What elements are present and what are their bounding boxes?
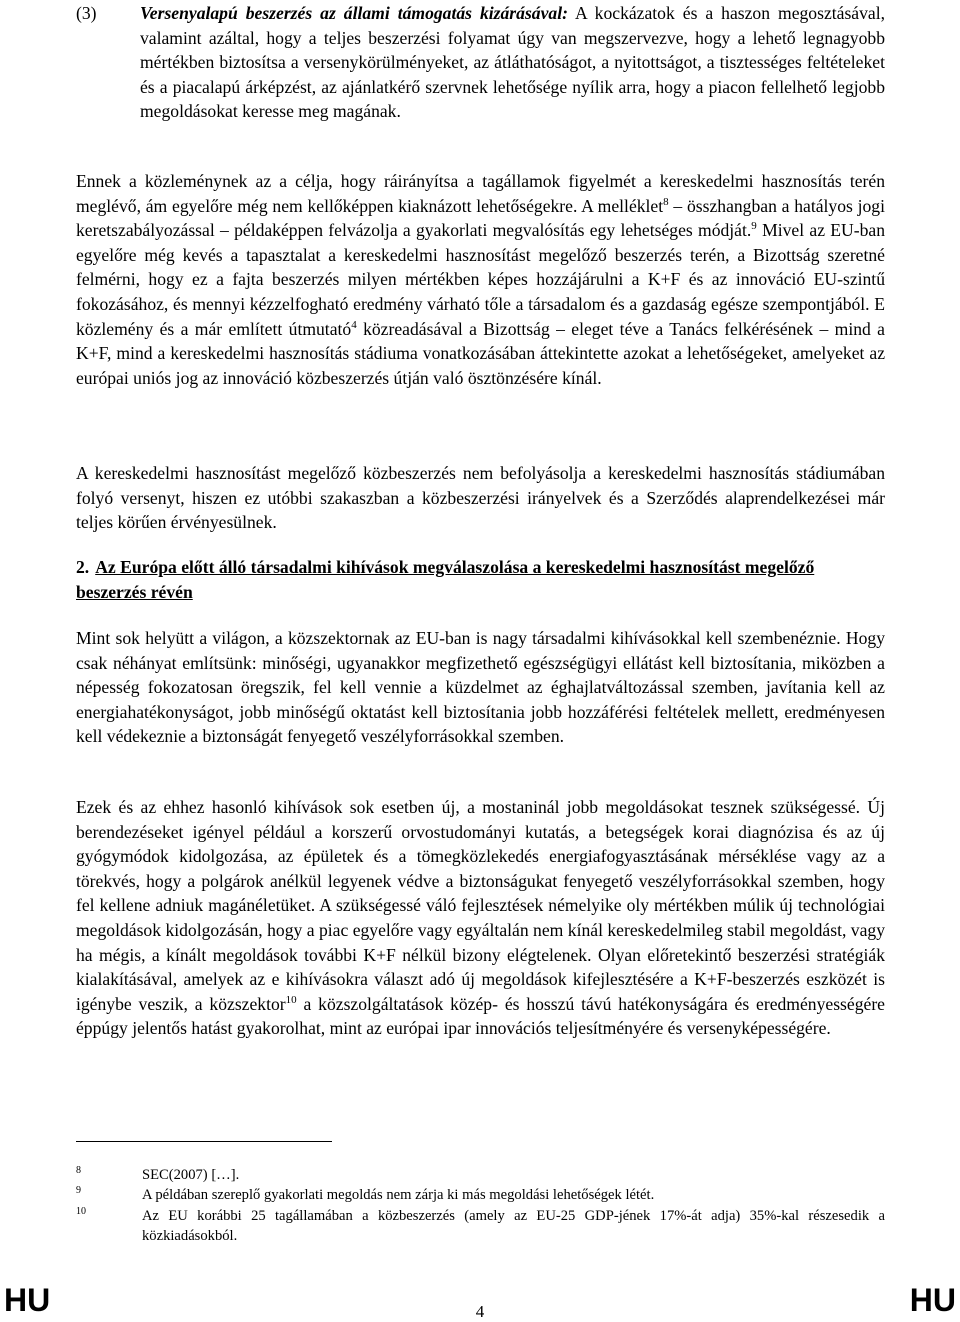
language-code-left: HU <box>4 1282 51 1318</box>
paragraph-competition: A kereskedelmi hasznosítást megelőző közbeszerzés nem befolyásolja a kereskedelmi hasznosítás stádiumában folyó versenyt, hiszen ez utóbbi szakaszban a közbeszerzési irányelvek és a Szerződés alaprendelkezései már teljes körűen érvényesülnek. <box>76 463 885 533</box>
footnote-number: 8 <box>76 1165 81 1176</box>
paragraph-purpose <box>76 169 885 390</box>
paragraph-text: Ennek a közleménynek az a célja, hogy ráirányítsa a tagállamok figyelmét a kereskedelmi hasznosítás terén meglévő, ám egyelőre még nem kellőképpen kiaknázott lehetőségekre. A melléklet <box>76 171 885 216</box>
footnote-text: Az EU korábbi 25 tagállamában a közbeszerzés (amely az EU-25 GDP-jének 17%-át adja) 35%-kal részesedik a közkiadásokból. <box>142 1208 885 1244</box>
footnote-number: 10 <box>76 1206 86 1217</box>
item-body <box>140 1 885 124</box>
footnote-ref-8[interactable]: 8 <box>663 195 669 208</box>
paragraph-text: Mivel az EU-ban egyelőre még kevés a tapasztalat a kereskedelmi hasznosítást megelőző beszerzés terén, a Bizottság szeretné felmérni, hogy ez a fajta beszerzés milyen mértékben képes hozzájárulni a K+F és az innováció EU-szintű fokozásához, és mennyi kézzelfogható eredmény várható tőle a társadalom és a gazdaság egésze szempontjából. E közlemény és a már említett útmutató <box>76 220 886 339</box>
paragraph-text: a közszolgáltatások közép- és hosszú távú hatékonyságára és eredményességére éppúgy jelentős hatást gyakorolhat, mint az európai ipar innovációs teljesítményére és versenyképességére. <box>76 993 885 1039</box>
paragraph-text: közreadásával a Bizottság – eleget téve a Tanács felkérésének – mind a K+F, mind a kereskedelmi hasznosítás stádiuma vonatkozásában áttekintette azokat a lehetőségeket, amelyeket az európai uniós jog az innováció közbeszerzés útján való ösztönzésére kínál. <box>76 318 885 388</box>
section-title: Az Európa előtt álló társadalmi kihívások megválaszolása a kereskedelmi hasznosítást megelőző beszerzés révén <box>76 557 815 602</box>
footnote-ref-10[interactable]: 10 <box>285 993 297 1006</box>
paragraph-solutions <box>76 795 885 1041</box>
item-number: (3) <box>76 3 97 23</box>
footnote-separator <box>76 1141 332 1142</box>
item-lead: Versenyalapú beszerzés az állami támogatás kizárásával: <box>140 3 568 23</box>
item-text: A kockázatok és a haszon megosztásával, valamint azáltal, hogy a teljes beszerzési folyamat úgy van megszervezve, hogy a lehető legnagyobb mértékben biztosítsa a versenykörülményeket, az átláthatóságot, a nyitottságot, a tisztességes feltételeket és a piacalapú árképzést, az ajánlatkérő szervnek lehetősége nyílik arra, hogy a piacon fellelhető legjobb megoldásokat keresse meg magának. <box>140 3 885 122</box>
footnote-number: 9 <box>76 1185 81 1196</box>
section-heading <box>76 555 885 604</box>
section-number: 2. <box>76 557 90 577</box>
paragraph-challenges: Mint sok helyütt a világon, a közszektornak az EU-ban is nagy társadalmi kihívásokkal kell szembenéznie. Hogy csak néhányat említsünk: minőségi, ugyanakkor megfizethető egészségügyi ellátást kell biztosítania, miközben a népesség fokozatosan öregszik, fel kell vennie a küzdelmet az éghajlatváltozással szemben, javítania kell az energiahatékonyságot, jobb minőségű oktatást kell biztosítania jobb hozzáférési feltételek mellett, eredményesen kell védekeznie a biztonságát fenyegető veszélyforrásokkal szemben. <box>76 628 885 747</box>
page-number: 4 <box>475 1302 485 1321</box>
footnote-text: A példában szereplő gyakorlati megoldás nem zárja ki más megoldási lehetőségek létét. <box>142 1187 655 1203</box>
paragraph-text: – összhangban a hatályos jogi keretszabályozással – példaképpen felvázolja a gyakorlati megvalósítás egy lehetséges módját. <box>76 195 885 241</box>
paragraph-text: Ezek és az ehhez hasonló kihívások sok esetben új, a mostaninál jobb megoldásokat tesznek szükségessé. Új berendezéseket igényel például a korszerű orvostudományi kutatás, a betegségek korai diagnózisa és az új gyógymódok kidolgozása, az épületek és a tömegközlekedés energiafogyasztásának mérséklése vagy az a törekvés, hogy a polgárok anélkül legyenek védve a biztonságukat fenyegető veszélyforrásokkal szemben, hogy fel kellene adniuk magánéletüket. A szükségessé váló fejlesztések némelyike oly mértékben múlik új technológiai megoldások kidolgozásán, hogy a piac egyelőre vagy egyáltalán nem kínál kereskedelmileg stabil megoldást, vagy ha mégis, a kínált megoldások további K+F nélkül bizony elégtelenek. Olyan előretekintő beszerzési stratégiák kialakításával, amelyek az e kihívásokra választ adó új megoldások kifejlesztésére a K+F-beszerzés eszközét is igénybe veszik, a közszektor <box>76 797 885 1014</box>
footnote-text: SEC(2007) […]. <box>142 1167 240 1183</box>
footnote-ref-9[interactable]: 9 <box>751 220 757 233</box>
footnote-ref-4[interactable]: 4 <box>351 318 357 331</box>
language-code-right: HU <box>909 1282 956 1318</box>
